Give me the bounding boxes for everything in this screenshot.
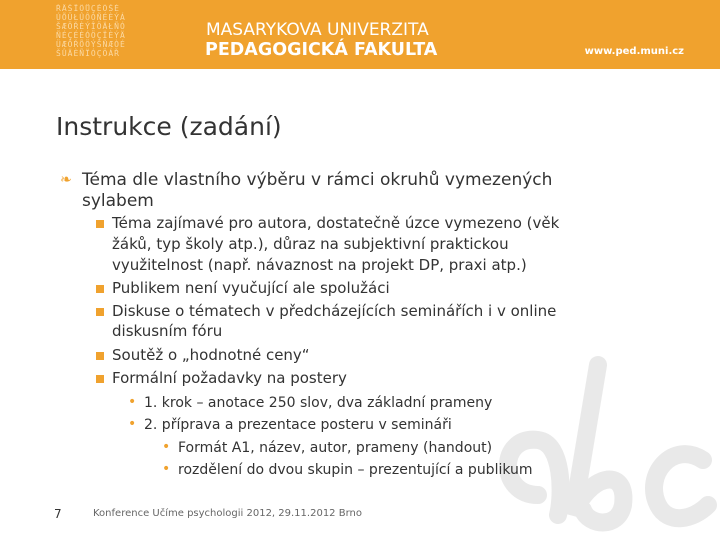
university-name: MASARYKOVA UNIVERZITA: [206, 20, 429, 40]
faculty-name: PEDAGOGICKÁ FAKULTA: [205, 40, 438, 60]
sub-item-1-line3: využitelnost (např. návaznost na projekt DP, praxi atp.): [112, 256, 527, 274]
level3-item-1: 1. krok – anotace 250 slov, dva základní prameny: [144, 395, 493, 411]
website-link[interactable]: www.ped.muni.cz: [584, 46, 684, 57]
dot-bullet-icon: •: [128, 416, 137, 432]
level3-item-2: 2. příprava a prezentace posteru v semináři: [144, 417, 452, 433]
level4-item-2: rozdělení do dvou skupin – prezentující a publikum: [178, 462, 533, 478]
main-item-line2: sylabem: [82, 191, 154, 211]
sub-item-2: Publikem není vyučující ale spolužáci: [112, 279, 390, 297]
sub-item-4: Soutěž o „hodnotné ceny“: [112, 346, 310, 364]
page-number: 7: [54, 507, 62, 521]
dot-bullet-icon: •: [162, 461, 171, 477]
sub-item-1-line2: žáků, typ školy atp.), důraz na subjektivní praktickou: [112, 235, 509, 253]
feather-bullet-icon: ❧: [60, 172, 72, 188]
square-bullet-icon: [96, 352, 104, 360]
footer-text: Konference Učíme psychologii 2012, 29.11.2012 Brno: [93, 508, 362, 519]
main-item-line1: Téma dle vlastního výběru v rámci okruhů vymezených: [82, 170, 553, 190]
sub-item-3-line2: diskusním fóru: [112, 322, 223, 340]
square-bullet-icon: [96, 308, 104, 316]
slide-title: Instrukce (zadání): [56, 112, 282, 141]
sub-item-1-line1: Téma zajímavé pro autora, dostatečně úzce vymezeno (věk: [112, 214, 560, 232]
square-bullet-icon: [96, 220, 104, 228]
level4-item-1: Formát A1, název, autor, prameny (handout): [178, 440, 493, 456]
square-bullet-icon: [96, 375, 104, 383]
dot-bullet-icon: •: [128, 394, 137, 410]
sub-item-5: Formální požadavky na postery: [112, 369, 347, 387]
logo-pattern: ŘÄŠÏÖŮÇĚÖŠÈ ÚÕÜŁÛÔÒÑÉÈÝÁ ŠÆÖŘÈÝÎÖÄŁÑÓ ÑÉÇÉÈÓÖÇÏÈÝÄ ÜÆÔŘÕÖÝŠÑÆÒÉ ŠÛÄÈÑÏÓÇÖÁŘ: [56, 4, 126, 58]
dot-bullet-icon: •: [162, 439, 171, 455]
sub-item-3-line1: Diskuse o tématech v předcházejících seminářích i v online: [112, 302, 557, 320]
square-bullet-icon: [96, 285, 104, 293]
